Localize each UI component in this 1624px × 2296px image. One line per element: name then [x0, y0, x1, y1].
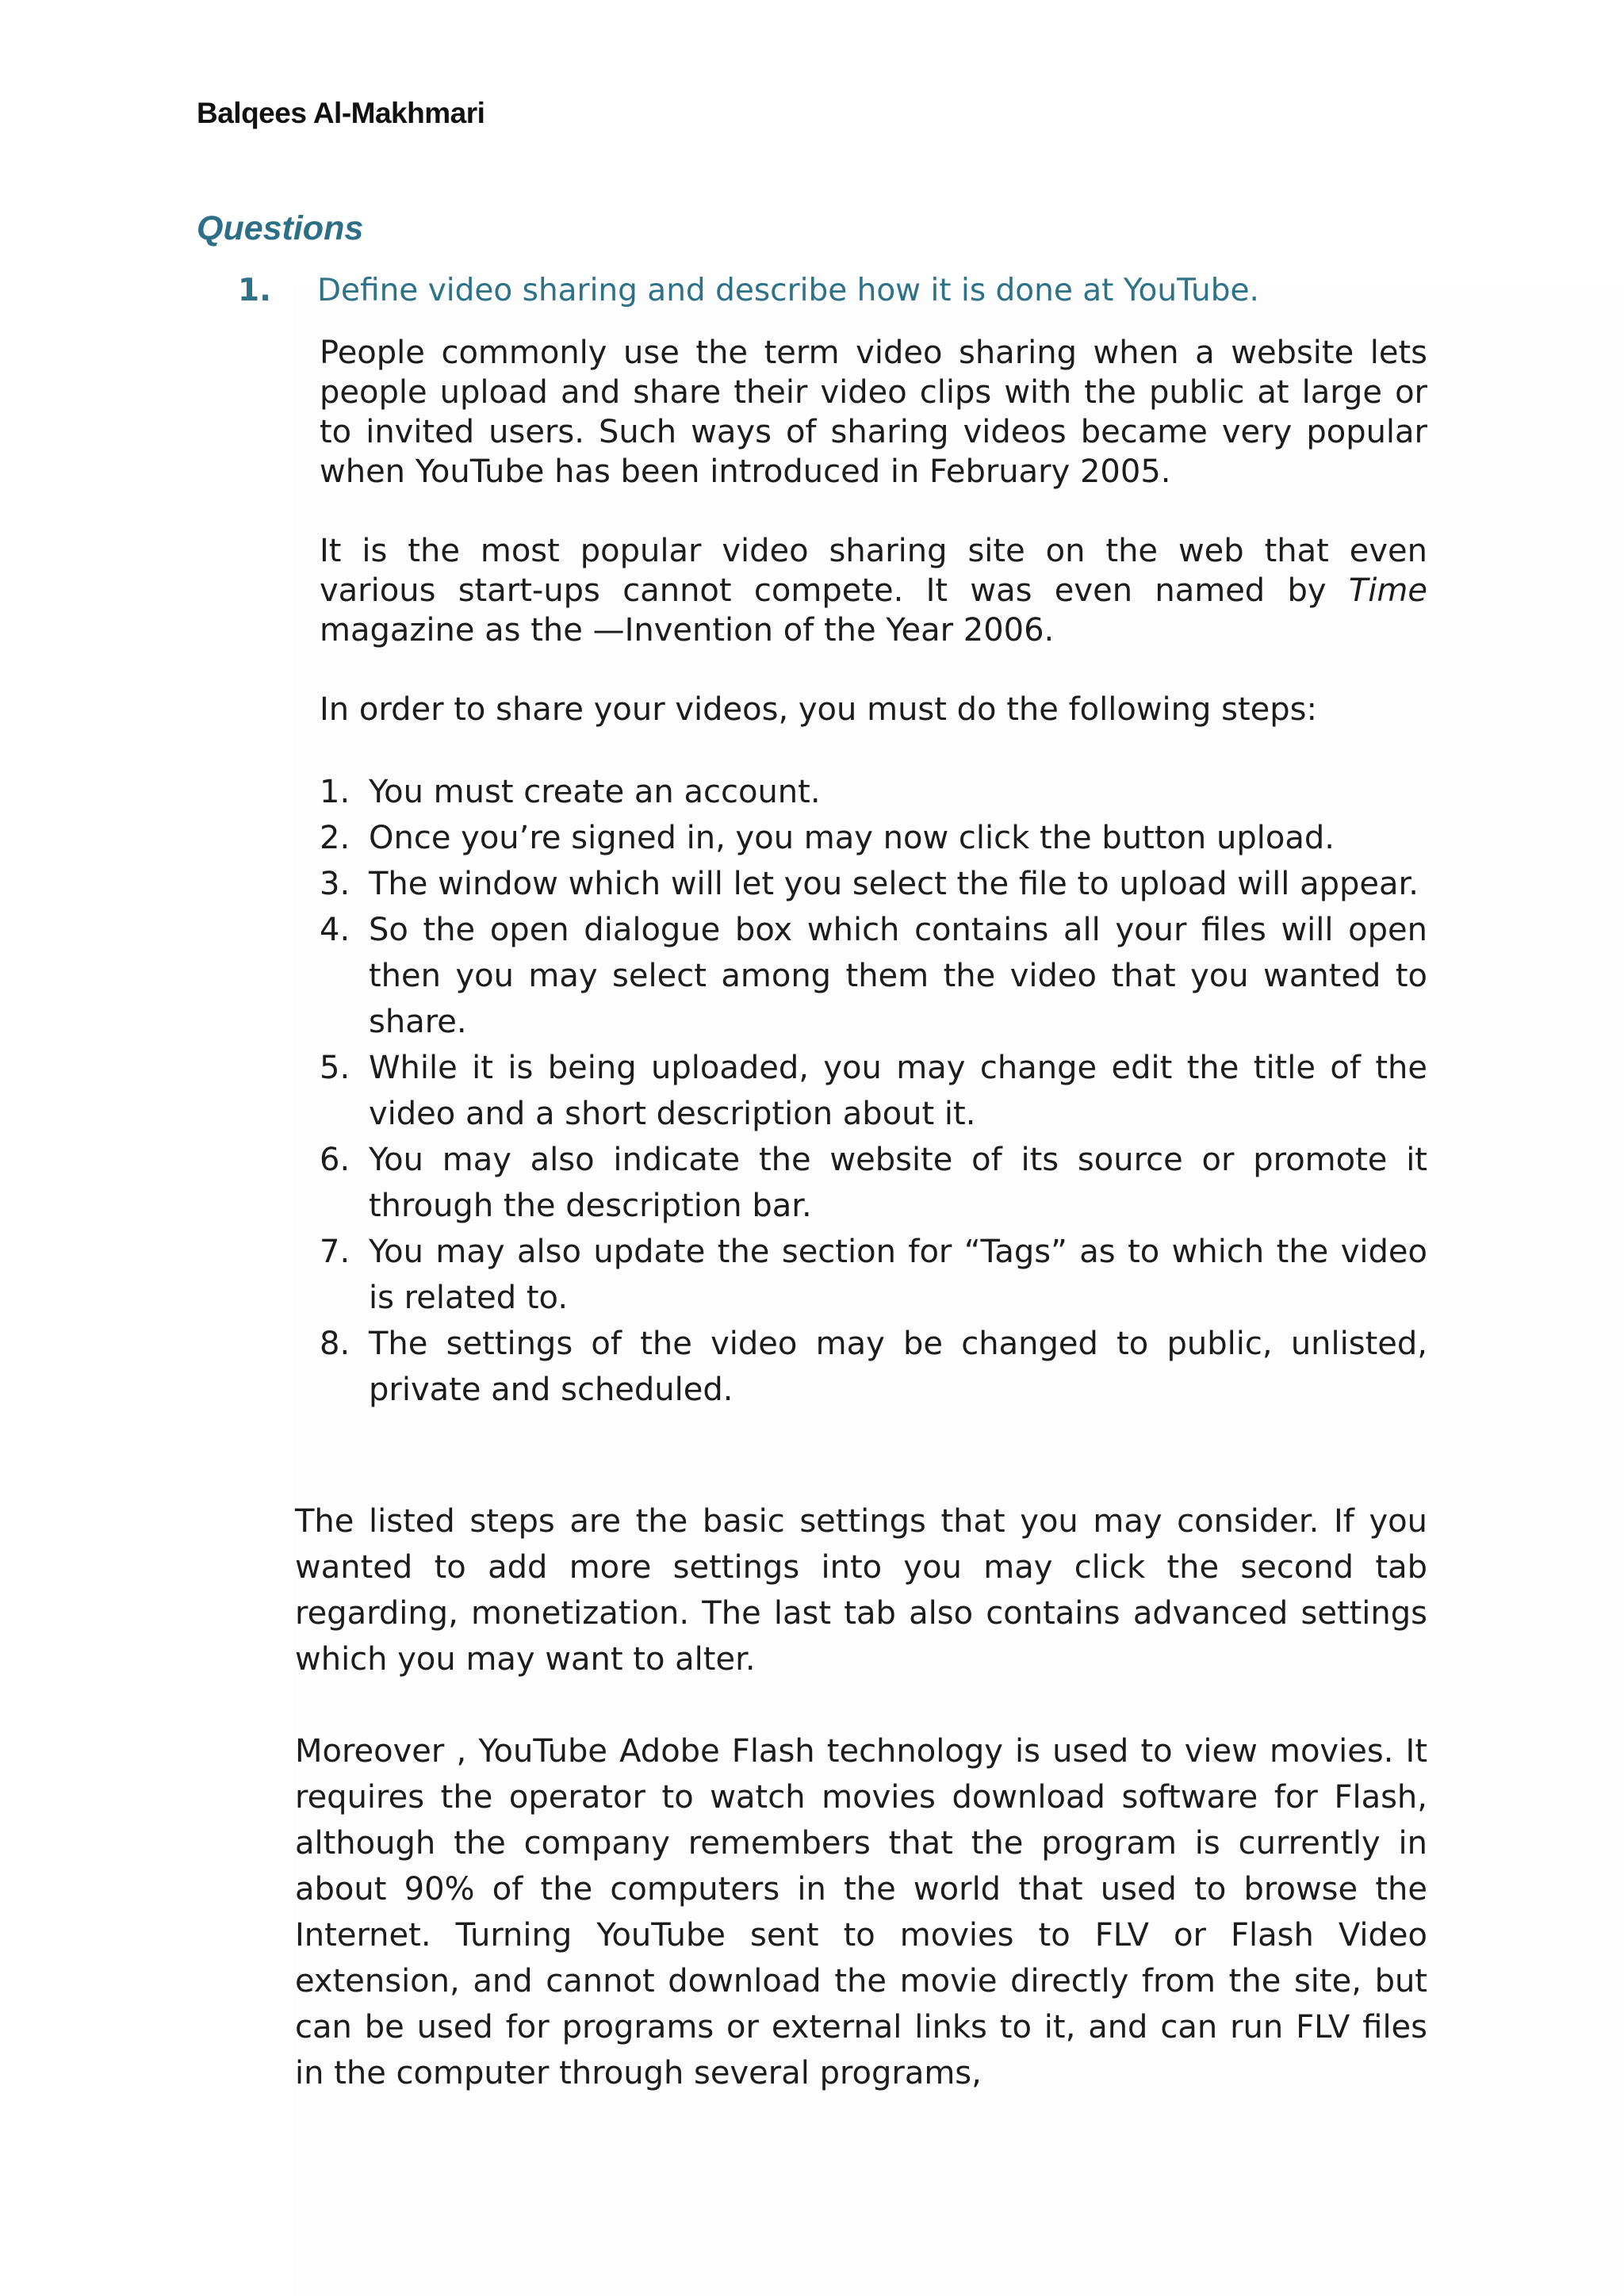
list-item — [320, 1137, 1427, 1229]
answer-paragraph-3: In order to share your videos, you must do the following steps: — [320, 691, 1317, 728]
step-text: You must create an account. — [369, 774, 821, 810]
step-number: 6. — [320, 1142, 350, 1178]
step-number: 8. — [320, 1326, 350, 1362]
step-text: Once you’re signed in, you may now click the button upload. — [369, 820, 1335, 856]
step-number: 7. — [320, 1234, 350, 1270]
magazine-name: Time — [1348, 572, 1427, 609]
list-item — [320, 1045, 1427, 1137]
step-text: You may also indicate the website of its source or promote it through the description bar. — [369, 1142, 1427, 1224]
answer-paragraph-4: The listed steps are the basic settings that you may consider. If you wanted to add more settings into you may click the second tab regarding, monetization. The last tab also contains advanced settings which you may want to alter. — [295, 1503, 1427, 1678]
step-number: 3. — [320, 866, 350, 902]
answer-paragraph-2-end: magazine as the —Invention of the Year 2006. — [320, 612, 1055, 649]
step-number: 5. — [320, 1050, 350, 1086]
answer-paragraph-2 — [320, 531, 1427, 650]
step-number: 1. — [320, 774, 350, 810]
answer-paragraph-5 — [295, 1728, 1427, 2096]
question-text: Define video sharing and describe how it is done at YouTube. — [317, 273, 1259, 308]
list-item — [320, 1321, 1427, 1413]
step-text: So the open dialogue box which contains all your files will open then you may select among them the video that you wanted to share. — [369, 912, 1427, 1040]
step-text: The settings of the video may be changed to public, unlisted, private and scheduled. — [369, 1326, 1427, 1408]
list-item — [320, 1229, 1427, 1321]
step-number: 4. — [320, 912, 350, 948]
answer-paragraph-5-text: Moreover , YouTube Adobe Flash technology is used to view movies. It requires the operator to watch movies download software for Flash, although the company remembers that the program is currently in about 90% of the computers in the world that used to browse the Internet. Turning YouTube sent to movies to FLV or Flash Video extension, and cannot download the movie directly from the site, but can be used for programs or external links to it, and can run FLV files in the computer through several programs, — [295, 1733, 1427, 2091]
section-heading: Questions — [197, 209, 364, 247]
list-item — [320, 861, 1427, 907]
step-number: 2. — [320, 820, 350, 856]
answer-paragraph-2-start: It is the most popular video sharing site on the web that even various start-ups cannot compete. It was even named by — [320, 533, 1427, 609]
author-name: Balqees Al-Makhmari — [197, 97, 485, 129]
steps-list — [320, 769, 1427, 1413]
question-number: 1. — [238, 273, 271, 308]
answer-paragraph-1: People commonly use the term video sharing when a website lets people upload and share their video clips with the public at large or to invited users. Such ways of sharing videos became very popular when YouTube has been introduced in February 2005. — [320, 335, 1427, 490]
step-text: While it is being uploaded, you may change edit the title of the video and a short description about it. — [369, 1050, 1427, 1132]
list-item — [320, 815, 1427, 861]
list-item — [320, 769, 1427, 815]
list-item — [320, 907, 1427, 1045]
step-text: The window which will let you select the file to upload will appear. — [369, 866, 1419, 902]
step-text: You may also update the section for “Tags” as to which the video is related to. — [369, 1234, 1427, 1316]
